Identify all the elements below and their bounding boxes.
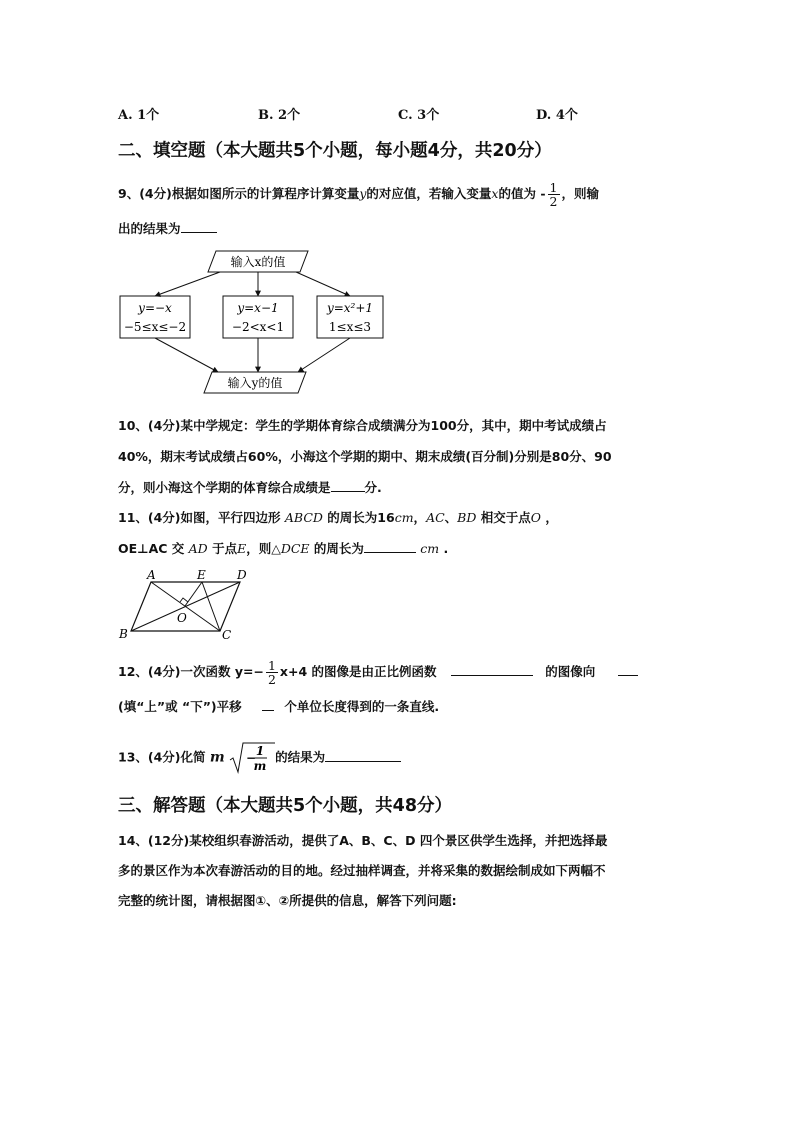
q11-mid3: 相交于点 — [480, 510, 531, 525]
q9-answer-blank — [181, 220, 217, 233]
q10-answer-blank — [331, 479, 365, 492]
q11-mid2: ， — [413, 510, 427, 525]
q13-frac-den: m — [253, 759, 267, 773]
q13-answer-blank — [325, 749, 401, 762]
q11-l2e: cm — [420, 541, 440, 556]
flow-box3-l2: 1≤x≤3 — [328, 320, 372, 334]
label-e: E — [197, 568, 206, 582]
label-b: B — [119, 627, 128, 641]
q12-fraction — [266, 659, 278, 686]
flow-arrow-1 — [155, 272, 220, 296]
q9-frac-den: 2 — [549, 194, 558, 209]
q11-dot: . — [443, 541, 449, 556]
q9-fraction — [548, 181, 560, 208]
q11-e: E — [237, 541, 247, 556]
flow-box2-l2: −2<x<1 — [231, 320, 285, 334]
right-angle-mark — [180, 598, 188, 602]
q12-line2b: 个单位长度得到的一条直线. — [284, 699, 440, 714]
q11-bd: BD — [457, 510, 477, 525]
flow-box2-l1: y=x−1 — [237, 301, 279, 315]
q9-flowchart — [110, 248, 390, 398]
q11-abcd: ABCD — [284, 510, 323, 525]
q11-l2c: ，则 — [246, 541, 272, 556]
q12-line2a: (填“上”或 “下”)平移 — [118, 699, 242, 714]
q11-l2a: OE⊥AC 交 — [118, 541, 185, 556]
flow-box1-l1: y=−x — [138, 301, 172, 315]
q13-neg: − — [246, 751, 257, 765]
question-12-line-2 — [118, 698, 439, 715]
flow-arrow-4 — [155, 338, 218, 372]
q11-answer-blank — [364, 540, 416, 553]
question-14-line-1: 14、(12分)某校组织春游活动，提供了A、B、C、D 四个景区供学生选择，并把选择最 — [118, 833, 608, 848]
question-11-line-2 — [118, 540, 448, 557]
flow-output-label: 输入y的值 — [227, 376, 283, 390]
q13-sqrt-expression — [229, 742, 275, 774]
question-14-line-3: 完整的统计图，请根据图①、②所提供的信息，解答下列问题: — [118, 893, 457, 908]
question-9-line-2 — [118, 220, 217, 237]
label-o: O — [177, 611, 187, 625]
q12-mid: x+4 的图像是由正比例函数 — [279, 664, 437, 679]
q9-var-y: y — [359, 186, 367, 201]
q11-ad: AD — [188, 541, 208, 556]
q11-l2b: 于点 — [212, 541, 238, 556]
q9-line2: 出的结果为 — [118, 221, 181, 236]
q11-cm: cm — [394, 510, 414, 525]
flow-arrow-6 — [298, 338, 350, 372]
q12-units-blank — [262, 698, 274, 711]
q9-frac-num: 1 — [549, 180, 558, 195]
option-a: A. 1个 — [118, 108, 160, 123]
q12-prefix: 12、(4分)一次函数 y=− — [118, 664, 264, 679]
q13-m: m — [209, 749, 225, 766]
question-10-line-3 — [118, 479, 382, 496]
option-c: C. 3个 — [398, 108, 440, 123]
q12-function-blank — [451, 663, 533, 676]
q11-comma: ， — [545, 510, 558, 525]
label-d: D — [237, 568, 247, 582]
q11-o: O — [530, 510, 542, 525]
q9-var-x: x — [491, 186, 499, 201]
q12-frac-den: 2 — [267, 672, 276, 687]
q12-frac-num: 1 — [267, 658, 276, 673]
question-13 — [118, 742, 401, 774]
q11-ac: AC — [426, 510, 445, 525]
question-12-line-1 — [118, 659, 638, 686]
q9-mid1: 的对应值，若输入变量 — [366, 186, 492, 201]
segment-ec — [202, 582, 220, 631]
label-c: C — [222, 628, 232, 642]
question-11-line-1 — [118, 510, 558, 526]
q11-mid1: 的周长为16 — [327, 510, 395, 525]
section-3-title: 三、解答题（本大题共5个小题，共48分） — [118, 796, 453, 816]
flow-box1-l2: −5≤x≤−2 — [123, 320, 187, 334]
q13-frac-num: 1 — [255, 744, 265, 758]
flow-input-label: 输入x的值 — [230, 255, 286, 269]
q12-mid2: 的图像向 — [545, 664, 596, 679]
q10-line3a: 分，则小海这个学期的体育综合成绩是 — [118, 480, 331, 495]
flow-arrow-3 — [296, 272, 350, 296]
option-b: B. 2个 — [258, 108, 301, 123]
q9-tail: ，则输 — [561, 186, 600, 201]
question-9-line-1 — [118, 181, 599, 208]
q9-prefix: 9、(4分)根据如图所示的计算程序计算变量 — [118, 186, 360, 201]
section-2-title: 二、填空题（本大题共5个小题，每小题4分，共20分） — [118, 141, 552, 161]
q9-neg: - — [540, 186, 546, 201]
question-10-line-1: 10、(4分)某中学规定：学生的学期体育综合成绩满分为100分，其中，期中考试成绩占 — [118, 418, 607, 433]
question-14-line-2: 多的景区作为本次春游活动的目的地。经过抽样调查，并将采集的数据绘制成如下两幅不 — [118, 863, 606, 878]
q10-line3b: 分. — [364, 480, 382, 495]
q11-dce: △DCE — [271, 541, 310, 556]
option-d: D. 4个 — [536, 108, 578, 123]
question-10-line-2: 40%，期末考试成绩占60%，小海这个学期的期中、期末成绩(百分制)分别是80分、90 — [118, 449, 612, 464]
q11-sep: 、 — [444, 510, 458, 525]
q12-direction-blank — [618, 663, 638, 676]
q9-mid2: 的值为 — [498, 186, 536, 201]
q11-l2d: 的周长为 — [313, 541, 364, 556]
label-a: A — [147, 568, 156, 582]
q13-tail: 的结果为 — [275, 749, 326, 765]
q11-parallelogram-figure — [112, 566, 262, 644]
q11-prefix: 11、(4分)如图，平行四边形 — [118, 510, 281, 525]
flow-box3-l1: y=x²+1 — [326, 301, 374, 315]
q13-prefix: 13、(4分)化简 — [118, 749, 206, 765]
